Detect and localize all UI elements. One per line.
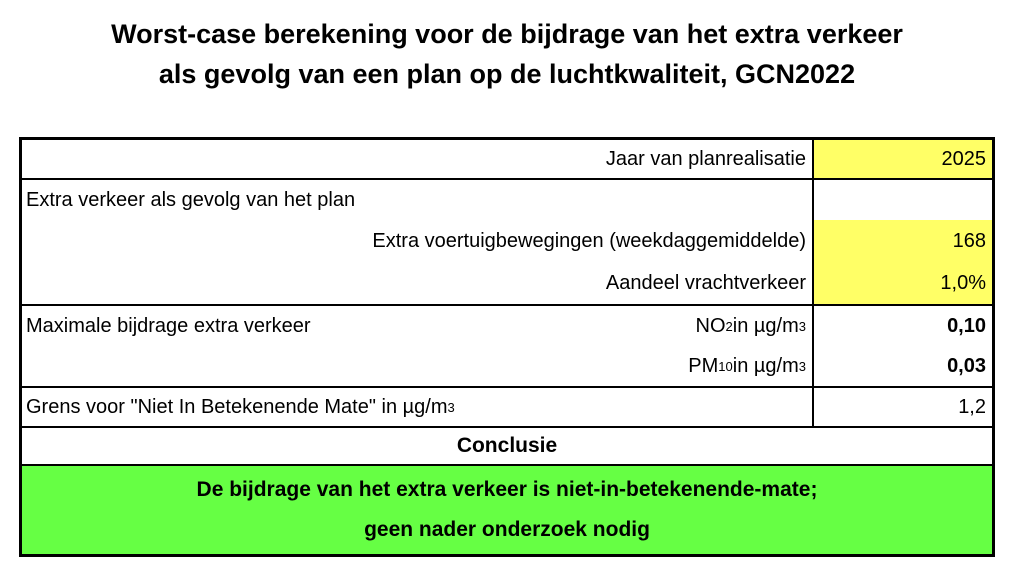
nibm-limit-value: 1,2 [812,388,992,426]
row-nibm-limit [22,388,992,426]
row-max-contribution-no2 [22,306,992,346]
pm10-unit-label: PM 10 in µg/m 3 [688,354,806,377]
conclusion-line-1: De bijdrage van het extra verkeer is niet-in-betekenende-mate; [196,478,818,501]
max-contribution-cell [22,306,812,346]
extra-traffic-empty-cell [812,180,992,220]
title-line-1: Worst-case berekening voor de bijdrage van het extra verkeer [111,19,903,49]
row-truck-share [22,262,992,304]
pm10-value: 0,03 [812,346,992,386]
conclusion-box [22,466,992,554]
vehicle-movements-label: Extra voertuigbewegingen (weekdaggemiddelde) [372,229,806,252]
no2-unit-label: NO 2 in µg/m 3 [695,314,806,337]
title-line-2: als gevolg van een plan op de luchtkwaliteit, GCN2022 [158,59,856,89]
extra-traffic-label: Extra verkeer als gevolg van het plan [26,188,356,211]
nibm-limit-label: Grens voor "Niet In Betekenende Mate" in µg/m 3 [26,395,455,418]
plan-year-input[interactable]: 2025 [812,140,992,178]
page-title [0,14,1014,94]
row-plan-year [22,140,992,178]
conclusion-line-2: geen nader onderzoek nodig [364,518,650,541]
conclusion-heading: Conclusie [22,428,992,464]
no2-value: 0,10 [812,306,992,346]
row-extra-traffic-header [22,180,992,220]
plan-year-label: Jaar van planrealisatie [605,147,806,170]
truck-share-label: Aandeel vrachtverkeer [605,271,806,294]
calculation-table [19,137,995,557]
truck-share-input[interactable]: 1,0% [812,262,992,304]
row-vehicle-movements [22,220,992,262]
row-max-contribution-pm10 [22,346,992,386]
vehicle-movements-input[interactable]: 168 [812,220,992,262]
pm10-label-cell [22,346,812,386]
max-contribution-label: Maximale bijdrage extra verkeer [26,314,311,337]
